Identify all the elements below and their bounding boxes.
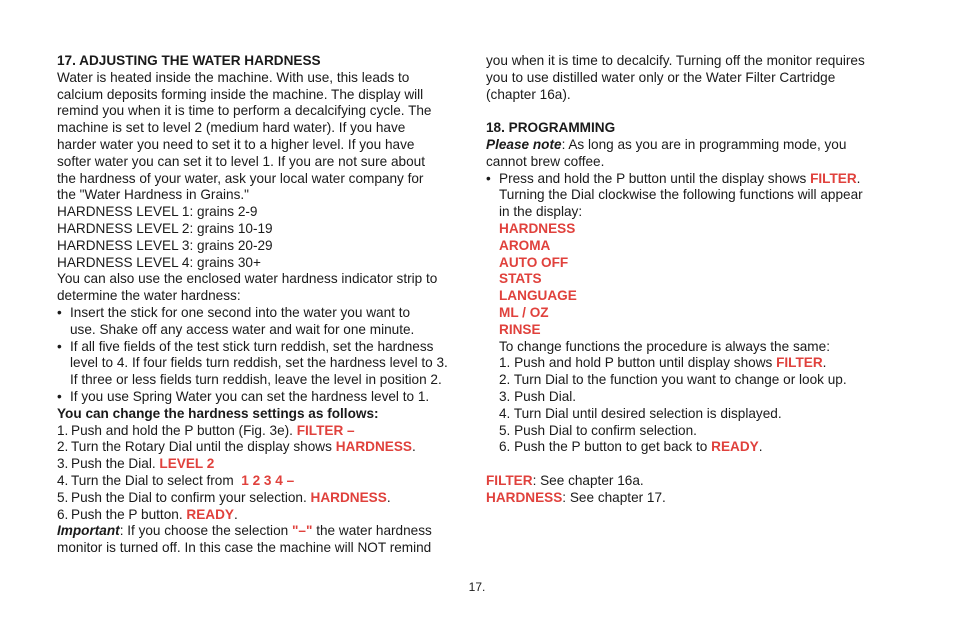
section-heading: 17. ADJUSTING THE WATER HARDNESS: [57, 53, 321, 68]
text-line: determine the water hardness:: [57, 288, 241, 304]
text-span: : As long as you are in programming mode, you: [561, 136, 847, 152]
text-line: you to use distilled water only or the Water Filter Cartridge: [486, 69, 836, 85]
text-line: you when it is time to decalcify. Turning off the monitor requires: [486, 53, 865, 68]
text-span: the water hardness: [312, 523, 432, 539]
display-message: LEVEL 2: [159, 456, 215, 472]
text-line: harder water you need to set it to a higher level. If you have: [57, 136, 415, 152]
reference-line: [486, 473, 896, 490]
display-message: FILTER: [810, 170, 857, 186]
step-suffix: .: [412, 439, 416, 455]
function-item: AROMA: [499, 237, 551, 253]
reference-line: [486, 490, 896, 507]
bullet-item: [57, 339, 467, 389]
text-span: : See chapter 17.: [562, 489, 666, 505]
right-column: [486, 53, 896, 507]
step-text: Turn the Dial to select from: [71, 472, 242, 488]
function-item: LANGUAGE: [499, 288, 577, 304]
step-text: 3. Push Dial.: [499, 388, 577, 404]
procedure-step: [499, 372, 896, 389]
functions-list: [499, 221, 896, 339]
text-line: machine is set to level 2 (medium hard water). If you have: [57, 120, 406, 136]
display-message: HARDNESS: [310, 489, 387, 505]
procedure-step: [499, 389, 896, 406]
intro-paragraph: [57, 70, 467, 204]
display-message: FILTER: [486, 472, 533, 488]
change-heading: You can change the hardness settings as follows:: [57, 405, 379, 421]
bullet-item: [57, 389, 467, 406]
step-item: [57, 473, 467, 490]
step-item: [57, 423, 467, 440]
text-line: use. Shake off any access water and wait for one minute.: [70, 321, 415, 337]
step-text: Push the P button.: [71, 506, 187, 522]
spacer: [486, 456, 896, 473]
display-message: READY: [711, 439, 759, 455]
step-number: 4.: [57, 472, 69, 488]
step-text: 2. Turn Dial to the function you want to change or look up.: [499, 372, 847, 388]
step-text: 4. Turn Dial until desired selection is displayed.: [499, 405, 782, 421]
function-item: STATS: [499, 271, 542, 287]
function-item: ML / OZ: [499, 304, 549, 320]
spacer: [486, 103, 896, 120]
hardness-level: HARDNESS LEVEL 3: grains 20-29: [57, 237, 273, 253]
function-item: HARDNESS: [499, 220, 576, 236]
text-line: To change functions the procedure is always the same:: [499, 338, 830, 354]
page-number: 17.: [468, 580, 486, 594]
text-span: Press and hold the P button until the display shows: [499, 170, 811, 186]
text-line: remind you when it is time to perform a decalcifying cycle. The: [57, 103, 432, 119]
step-text: 6. Push the P button to get back to: [499, 439, 712, 455]
text-line: • Insert the stick for one second into the water you want to: [70, 304, 411, 320]
step-text: Push the Dial to confirm your selection.: [71, 489, 311, 505]
step-text: Push and hold the P button (Fig. 3e).: [71, 422, 297, 438]
text-line: cannot brew coffee.: [486, 153, 605, 169]
text-line: calcium deposits forming inside the machine. The display will: [57, 86, 424, 102]
text-line: level to 4. If four fields turn reddish, set the hardness level to 3.: [70, 355, 448, 371]
procedure-step: [499, 439, 896, 456]
display-message: 1 2 3 4 –: [241, 472, 295, 488]
text-line: the "Water Hardness in Grains.": [57, 187, 249, 203]
function-item: AUTO OFF: [499, 254, 569, 270]
text-line: (chapter 16a).: [486, 86, 571, 102]
step-suffix: .: [386, 489, 391, 505]
text-line: in the display:: [499, 204, 583, 220]
step-item: [57, 439, 467, 456]
hardness-levels-list: [57, 204, 467, 271]
step-number: 2.: [57, 439, 69, 455]
bullet-item: [486, 171, 896, 457]
hardness-level: HARDNESS LEVEL 4: grains 30+: [57, 254, 261, 270]
step-number: 6.: [57, 506, 69, 522]
display-message: FILTER: [776, 355, 823, 371]
text-line: You can also use the enclosed water hardness indicator strip to: [57, 271, 438, 287]
step-item: [57, 507, 467, 524]
text-line: Water is heated inside the machine. With use, this leads to: [57, 69, 410, 85]
hardness-steps-list: [57, 423, 467, 524]
important-label: Important: [57, 523, 120, 539]
hardness-level: HARDNESS LEVEL 2: grains 10-19: [57, 220, 273, 236]
procedure-list: [499, 355, 896, 456]
text-line: Turning the Dial clockwise the following functions will appear: [499, 187, 863, 203]
hardness-level: HARDNESS LEVEL 1: grains 2-9: [57, 204, 258, 220]
step-suffix: .: [822, 355, 827, 371]
text-line: softer water you can set it to level 1. If you are not sure about: [57, 153, 425, 169]
step-suffix: .: [758, 439, 763, 455]
function-item: RINSE: [499, 321, 541, 337]
text-span: .: [856, 170, 861, 186]
text-line: the hardness of your water, ask your local water company for: [57, 170, 424, 186]
display-message: HARDNESS: [335, 439, 412, 455]
display-message: FILTER –: [296, 422, 355, 438]
text-line: If three or less fields turn reddish, leave the level in position 2.: [70, 372, 442, 388]
display-message: READY: [186, 506, 234, 522]
step-number: 5.: [57, 489, 69, 505]
procedure-step: [499, 423, 896, 440]
section-heading: 18. PROGRAMMING: [486, 120, 616, 136]
step-text: Turn the Rotary Dial until the display shows: [71, 439, 336, 455]
step-suffix: .: [233, 506, 238, 522]
text-span: : If you choose the selection: [119, 523, 292, 539]
important-note: [57, 523, 467, 540]
step-number: 1.: [57, 422, 69, 438]
text-line: • If you use Spring Water you can set the hardness level to 1.: [70, 388, 430, 404]
step-item: [57, 456, 467, 473]
step-text: 5. Push Dial to confirm selection.: [499, 422, 697, 438]
step-text: Push the Dial.: [71, 456, 160, 472]
please-note: [486, 137, 896, 154]
left-column: [57, 53, 467, 557]
note-label: Please note: [486, 136, 562, 152]
procedure-step: [499, 406, 896, 423]
text-span: : See chapter 16a.: [532, 472, 644, 488]
text-line: • If all five fields of the test stick turn reddish, set the hardness: [70, 338, 434, 354]
step-text: 1. Push and hold P button until display shows: [499, 355, 777, 371]
procedure-step: [499, 355, 896, 372]
step-number: 3.: [57, 456, 69, 472]
display-message: "–": [291, 523, 313, 539]
bullet-item: [57, 305, 467, 339]
step-item: [57, 490, 467, 507]
display-message: HARDNESS: [486, 489, 563, 505]
text-line: monitor is turned off. In this case the machine will NOT remind: [57, 540, 432, 556]
